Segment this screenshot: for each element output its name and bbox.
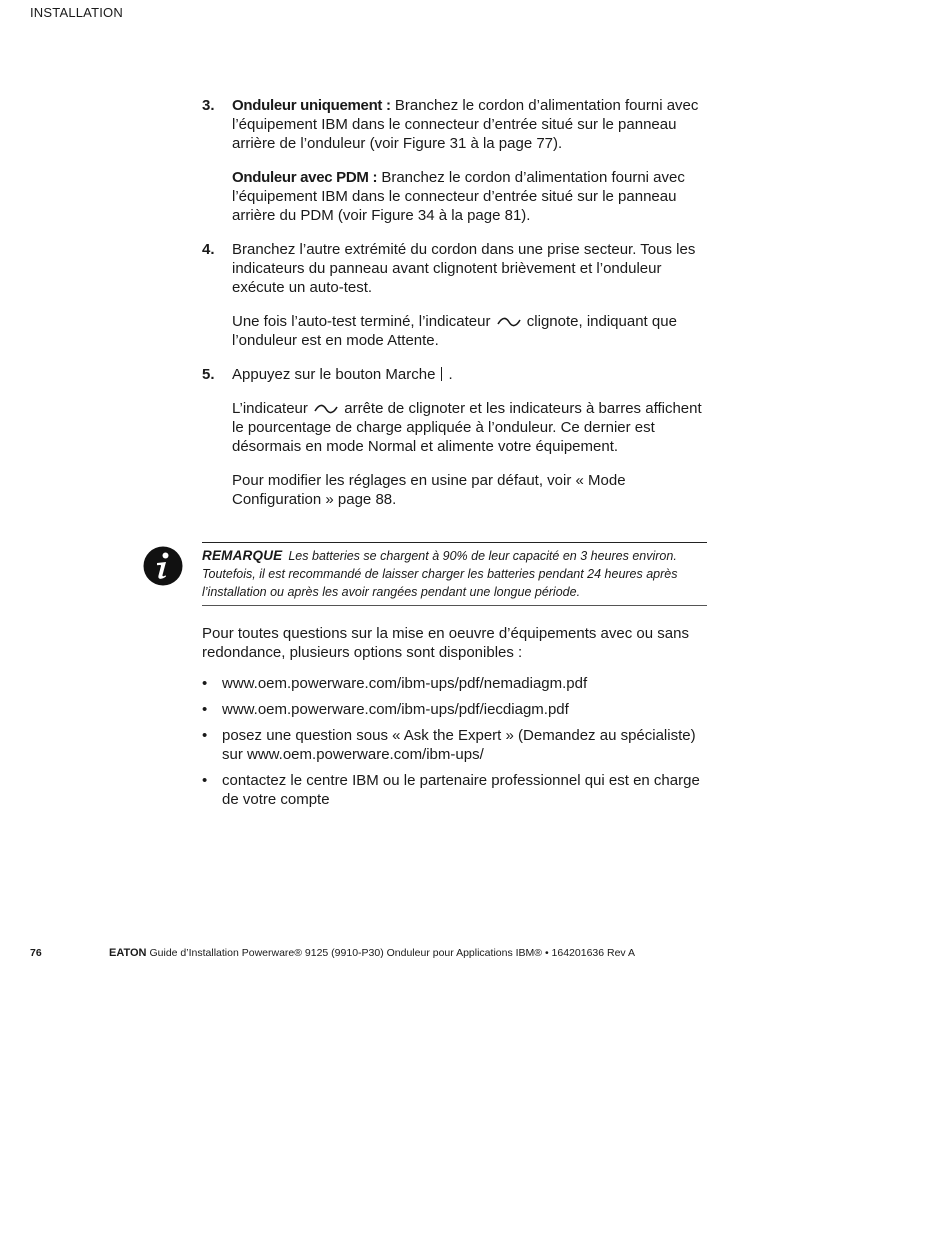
section-header: INSTALLATION (30, 5, 123, 20)
step-paragraph: Branchez l’autre extrémité du cordon dans une prise secteur. Tous les indicateurs du panneau avant clignotent brièvement et l’onduleur exécute un auto-test. (232, 241, 696, 296)
list-item: • www.oem.powerware.com/ibm-ups/pdf/iecdiagm.pdf (202, 700, 712, 719)
page-number: 76 (30, 947, 42, 959)
step-paragraph (232, 399, 712, 456)
list-item: • contactez le centre IBM ou le partenaire professionnel qui est en charge de votre compte (202, 771, 712, 809)
note-label: REMARQUE (202, 548, 283, 563)
step-paragraph (232, 168, 712, 225)
step-paragraph: Pour modifier les réglages en usine par défaut, voir « Mode Configuration » page 88. (232, 472, 626, 508)
footer-line (109, 947, 635, 959)
on-button-icon (441, 367, 442, 381)
step-3 (202, 96, 712, 225)
paragraph-text: clignote, indiquant que l’onduleur est en mode Attente. (232, 313, 677, 349)
paragraph-text: . (448, 366, 453, 383)
paragraph-text: arrête de clignoter et les indicateurs à barres affichent le pourcentage de charge appliquée à l’onduleur. Ce dernier est désormais en mode Normal et alimente votre équipement. (232, 400, 702, 455)
paragraph-lead: Onduleur uniquement : (232, 97, 391, 114)
note-box (202, 542, 707, 606)
paragraph-text: Branchez le cordon d’alimentation fourni avec l’équipement IBM dans le connecteur d’entrée situé sur le panneau arrière du PDM (voir Figure 34 à la page 81). (232, 169, 685, 224)
normal-indicator-icon (314, 403, 338, 415)
paragraph-text: L’indicateur (232, 400, 308, 417)
list-item: • posez une question sous « Ask the Expert » (Demandez au spécialiste) sur www.oem.powerware.com/ibm-ups/ (202, 726, 712, 764)
step-paragraph (232, 312, 712, 350)
resources-intro: Pour toutes questions sur la mise en oeuvre d’équipements avec ou sans redondance, plusieurs options sont disponibles : (202, 625, 689, 661)
step-4 (202, 240, 712, 350)
resources-list (202, 674, 712, 809)
paragraph-lead: Onduleur avec PDM : (232, 169, 378, 186)
step-paragraph (232, 365, 712, 384)
step-paragraph (232, 96, 712, 153)
paragraph-text: Une fois l’auto-test terminé, l’indicateur (232, 313, 491, 330)
paragraph-text: Appuyez sur le bouton Marche (232, 366, 436, 383)
step-number: 4. (202, 241, 215, 258)
note-text: Les batteries se chargent à 90% de leur capacité en 3 heures environ. Toutefois, il est recommandé de laisser charger les batteries pendant 24 heures après l’installation ou après les avoir rangées pendant une longue période. (202, 549, 678, 599)
footer-text: Guide d’Installation Powerware® 9125 (9910-P30) Onduleur pour Applications IBM® • 164201636 Rev A (149, 947, 636, 959)
step-number: 5. (202, 366, 215, 383)
instructions (202, 96, 712, 524)
paragraph-text: Branchez le cordon d’alimentation fourni avec l’équipement IBM dans le connecteur d’entrée situé sur le panneau arrière de l’onduleur (voir Figure 31 à la page 77). (232, 97, 699, 152)
standby-indicator-icon (497, 316, 521, 328)
info-icon (143, 546, 183, 586)
list-item: • www.oem.powerware.com/ibm-ups/pdf/nemadiagm.pdf (202, 674, 712, 693)
step-number: 3. (202, 97, 215, 114)
brand-name: EATON (109, 947, 147, 959)
step-5 (202, 365, 712, 509)
resources-section (202, 624, 712, 816)
